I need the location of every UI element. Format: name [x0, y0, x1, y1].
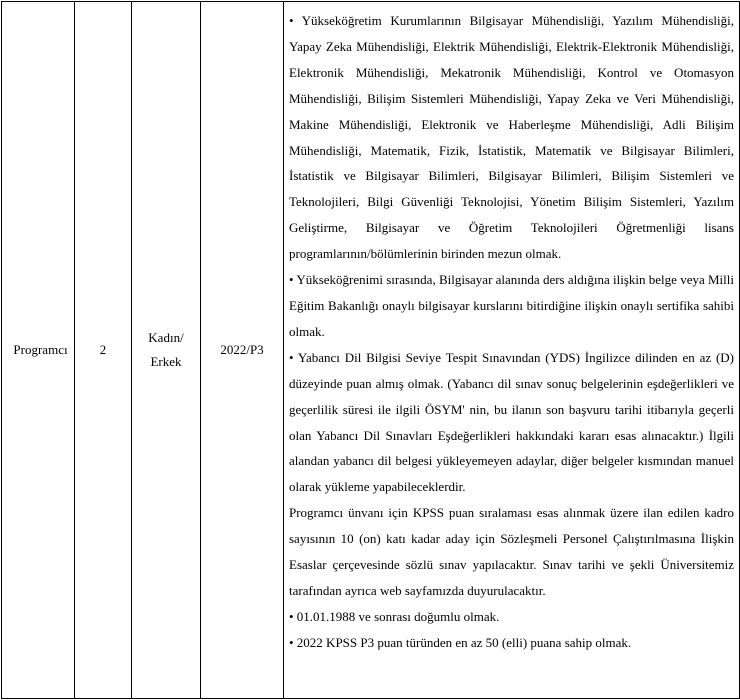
position-requirements-table — [1, 1, 740, 699]
gender-cell — [132, 2, 201, 699]
gender-line-1: Kadın/ — [148, 329, 184, 345]
requirement-kpss-score: • 2022 KPSS P3 puan türünden en az 50 (elli) puana sahip olmak. — [289, 634, 632, 650]
requirement-computer-certificate: • Yükseköğrenimi sırasında, Bilgisayar alanında ders aldığına ilişkin belge veya Milli Eğitim Bakanlığı onaylı bilgisayar kurslarını bitirdiğine ilişkin onaylı sertifika sahibi olmak. — [289, 272, 734, 339]
requirement-oral-exam-note: Programcı ünvanı için KPSS puan sıralaması esas alınmak üzere ilan edilen kadro sayısının 10 (on) katı kadar aday için Sözleşmeli Personel Çalıştırılmasına İlişkin Esaslar çerçevesinde sözlü sınav yapılacaktır. Sınav tarihi ve şekli Üniversitemiz tarafından ayrıca web sayfamızda duyurulacaktır. — [289, 505, 734, 598]
position-count-cell: 2 — [75, 2, 132, 699]
requirements-cell — [284, 2, 740, 699]
gender-label — [148, 326, 183, 374]
position-title-cell: Programcı — [2, 2, 75, 699]
exam-type-cell: 2022/P3 — [201, 2, 284, 699]
requirement-foreign-language: • Yabancı Dil Bilgisi Seviye Tespit Sınavından (YDS) İngilizce dilinden en az (D) düzeyinde puan almış olmak. (Yabancı dil sınav sonuç belgelerinin eşdeğerlikleri ve geçerlilik süresi ile ilgili ÖSYM' nin, bu ilanın son başvuru tarihi itibarıyla geçerli olan Yabancı Dil Sınavları Eşdeğerlikleri hakkındaki kararı esas alınacaktır.) İlgili alandan yabancı dil belgesi yükleyemeyen adaylar, diğer belgeler kısmından manuel olarak yükleme yapabileceklerdir. — [289, 349, 734, 495]
table-row — [2, 2, 740, 699]
requirement-education: • Yükseköğretim Kurumlarının Bilgisayar Mühendisliği, Yazılım Mühendisliği, Yapay Zeka Mühendisliği, Elektrik Mühendisliği, Elektrik-Elektronik Mühendisliği, Elektronik Mühendisliği, Mekatronik Mühendisliği, Kontrol ve Otomasyon Mühendisliği, Bilişim Sistemleri Mühendisliği, Yapay Zeka ve Veri Mühendisliği, Makine Mühendisliği, Elektronik ve Haberleşme Mühendisliği, Adli Bilişim Mühendisliği, Matematik, Fizik, İstatistik, Matematik ve Bilgisayar Bilimleri, İstatistik ve Bilgisayar Bilimleri, Bilgisayar Bilimleri, Bilişim Sistemleri ve Teknolojileri, Bilgi Güvenliği Teknolojisi, Yönetim Bilişim Sistemleri, Yazılım Geliştirme, Bilgisayar ve Öğretim Teknolojileri Öğretmenliği lisans programlarının/bölümlerinin birinden mezun olmak. — [289, 13, 734, 262]
gender-line-2: Erkek — [150, 353, 182, 369]
requirement-birth-date: • 01.01.1988 ve sonrası doğumlu olmak. — [289, 608, 500, 624]
